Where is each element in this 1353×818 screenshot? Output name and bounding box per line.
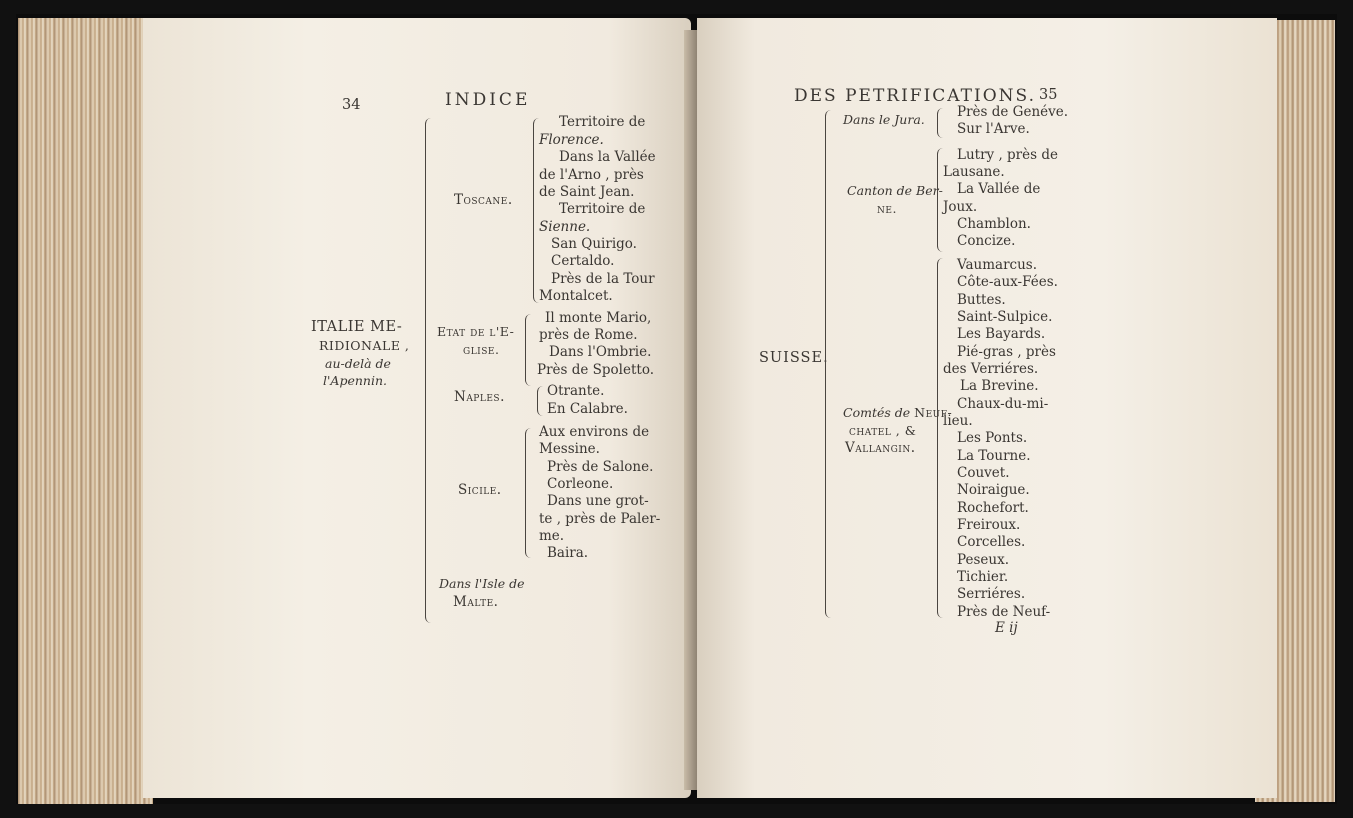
suisse-brace: [825, 110, 834, 618]
neufchatel-item: Près de Neuf-: [957, 604, 1051, 620]
etat-item: Il monte Mario,: [545, 310, 652, 326]
sicile-item: Dans une grot-: [547, 493, 649, 509]
sicile-item: me.: [539, 528, 565, 544]
label-neufchatel-1: Comtés de Neuf-: [843, 405, 953, 420]
naples-item: En Calabre.: [547, 401, 628, 417]
neufchatel-item: Les Bayards.: [957, 326, 1046, 342]
page-signature: E ij: [995, 620, 1018, 636]
sicile-item: Près de Salone.: [547, 459, 654, 475]
brace-sicile: [525, 428, 532, 558]
label-sicile: Sicile.: [458, 482, 502, 498]
berne-item: Concize.: [957, 233, 1016, 249]
neufchatel-item: Buttes.: [957, 292, 1006, 308]
page-edges-left: [18, 18, 153, 804]
etat-item: près de Rome.: [539, 327, 638, 343]
neufchatel-item: lieu.: [943, 413, 973, 429]
toscane-item: Territoire de: [559, 114, 646, 130]
right-page: [697, 18, 1277, 798]
label-berne-2: ne.: [877, 201, 897, 216]
page-number-right: 35: [1039, 87, 1058, 103]
sicile-item: Aux environs de: [539, 424, 650, 440]
etat-item: Près de Spoletto.: [537, 362, 655, 378]
label-neufchatel-2: chatel , &: [849, 423, 917, 438]
toscane-item: de Saint Jean.: [539, 184, 635, 200]
neufchatel-item: des Verriéres.: [943, 361, 1039, 377]
toscane-item: Dans la Vallée: [559, 149, 656, 165]
label-berne-1: Canton de Ber-: [847, 183, 943, 198]
sicile-item: Baira.: [547, 545, 589, 561]
left-page: [143, 18, 691, 798]
page-number-left: 34: [342, 97, 361, 113]
sicile-item: Messine.: [539, 441, 600, 457]
neufchatel-item: Saint-Sulpice.: [957, 309, 1053, 325]
label-etat-2: glise.: [463, 342, 500, 357]
region-italie-3: au-delà de: [325, 356, 391, 371]
jura-item: Près de Genéve.: [957, 104, 1069, 120]
neufchatel-item: Pié-gras , près: [957, 344, 1056, 360]
berne-item: Lutry , près de: [957, 147, 1058, 163]
region-italie-2: RIDIONALE ,: [319, 338, 410, 353]
berne-item: Chamblon.: [957, 216, 1031, 232]
toscane-item: Montalcet.: [539, 288, 613, 304]
label-etat-1: Etat de l'E-: [437, 324, 515, 339]
neufchatel-item: Peseux.: [957, 552, 1009, 568]
toscane-item: Territoire de: [559, 201, 646, 217]
brace-neufchatel: [937, 258, 946, 618]
neufchatel-item: La Brevine.: [960, 378, 1039, 394]
label-toscane: Toscane.: [454, 192, 513, 208]
neufchatel-item: Noiraigue.: [957, 482, 1030, 498]
label-naples: Naples.: [454, 389, 505, 405]
toscane-item: Florence.: [539, 132, 604, 148]
malte-1: Dans l'Isle de: [439, 576, 525, 591]
neufchatel-item: Chaux-du-mi-: [957, 396, 1049, 412]
neufchatel-item: Les Ponts.: [957, 430, 1028, 446]
label-neufchatel-3: Vallangin.: [845, 440, 916, 456]
neufchatel-item: Corcelles.: [957, 534, 1026, 550]
region-italie-1: ITALIE ME-: [311, 319, 403, 335]
berne-item: La Vallée de: [957, 181, 1041, 197]
toscane-item: de l'Arno , près: [539, 167, 644, 183]
neufchatel-item: Tichier.: [957, 569, 1009, 585]
label-jura: Dans le Jura.: [843, 112, 925, 127]
naples-item: Otrante.: [547, 383, 605, 399]
toscane-item: Sienne.: [539, 219, 591, 235]
toscane-item: Certaldo.: [551, 253, 615, 269]
etat-item: Dans l'Ombrie.: [549, 344, 652, 360]
region-suisse: SUISSE.: [759, 350, 829, 366]
berne-item: Lausane.: [943, 164, 1005, 180]
sicile-item: Corleone.: [547, 476, 614, 492]
sicile-item: te , près de Paler-: [539, 511, 661, 527]
malte-2: Malte.: [453, 594, 499, 610]
page-header-left: INDICE: [445, 90, 531, 110]
neufchatel-item: Serriéres.: [957, 586, 1026, 602]
page-header-right: DES PETRIFICATIONS.: [794, 86, 1036, 106]
neufchatel-item: Vaumarcus.: [957, 257, 1038, 273]
brace-jura: [937, 108, 943, 138]
brace-naples: [537, 386, 543, 416]
brace-etat: [525, 314, 532, 386]
neufchatel-item: Couvet.: [957, 465, 1010, 481]
neufchatel-item: Rochefort.: [957, 500, 1029, 516]
jura-item: Sur l'Arve.: [957, 121, 1030, 137]
neufchatel-item: La Tourne.: [957, 448, 1031, 464]
neufchatel-item: Freiroux.: [957, 517, 1021, 533]
berne-item: Joux.: [943, 199, 978, 215]
neufchatel-item: Côte-aux-Fées.: [957, 274, 1058, 290]
region-italie-4: l'Apennin.: [323, 373, 387, 388]
toscane-item: Près de la Tour: [551, 271, 655, 287]
main-brace: [425, 118, 434, 623]
toscane-item: San Quirigo.: [551, 236, 637, 252]
